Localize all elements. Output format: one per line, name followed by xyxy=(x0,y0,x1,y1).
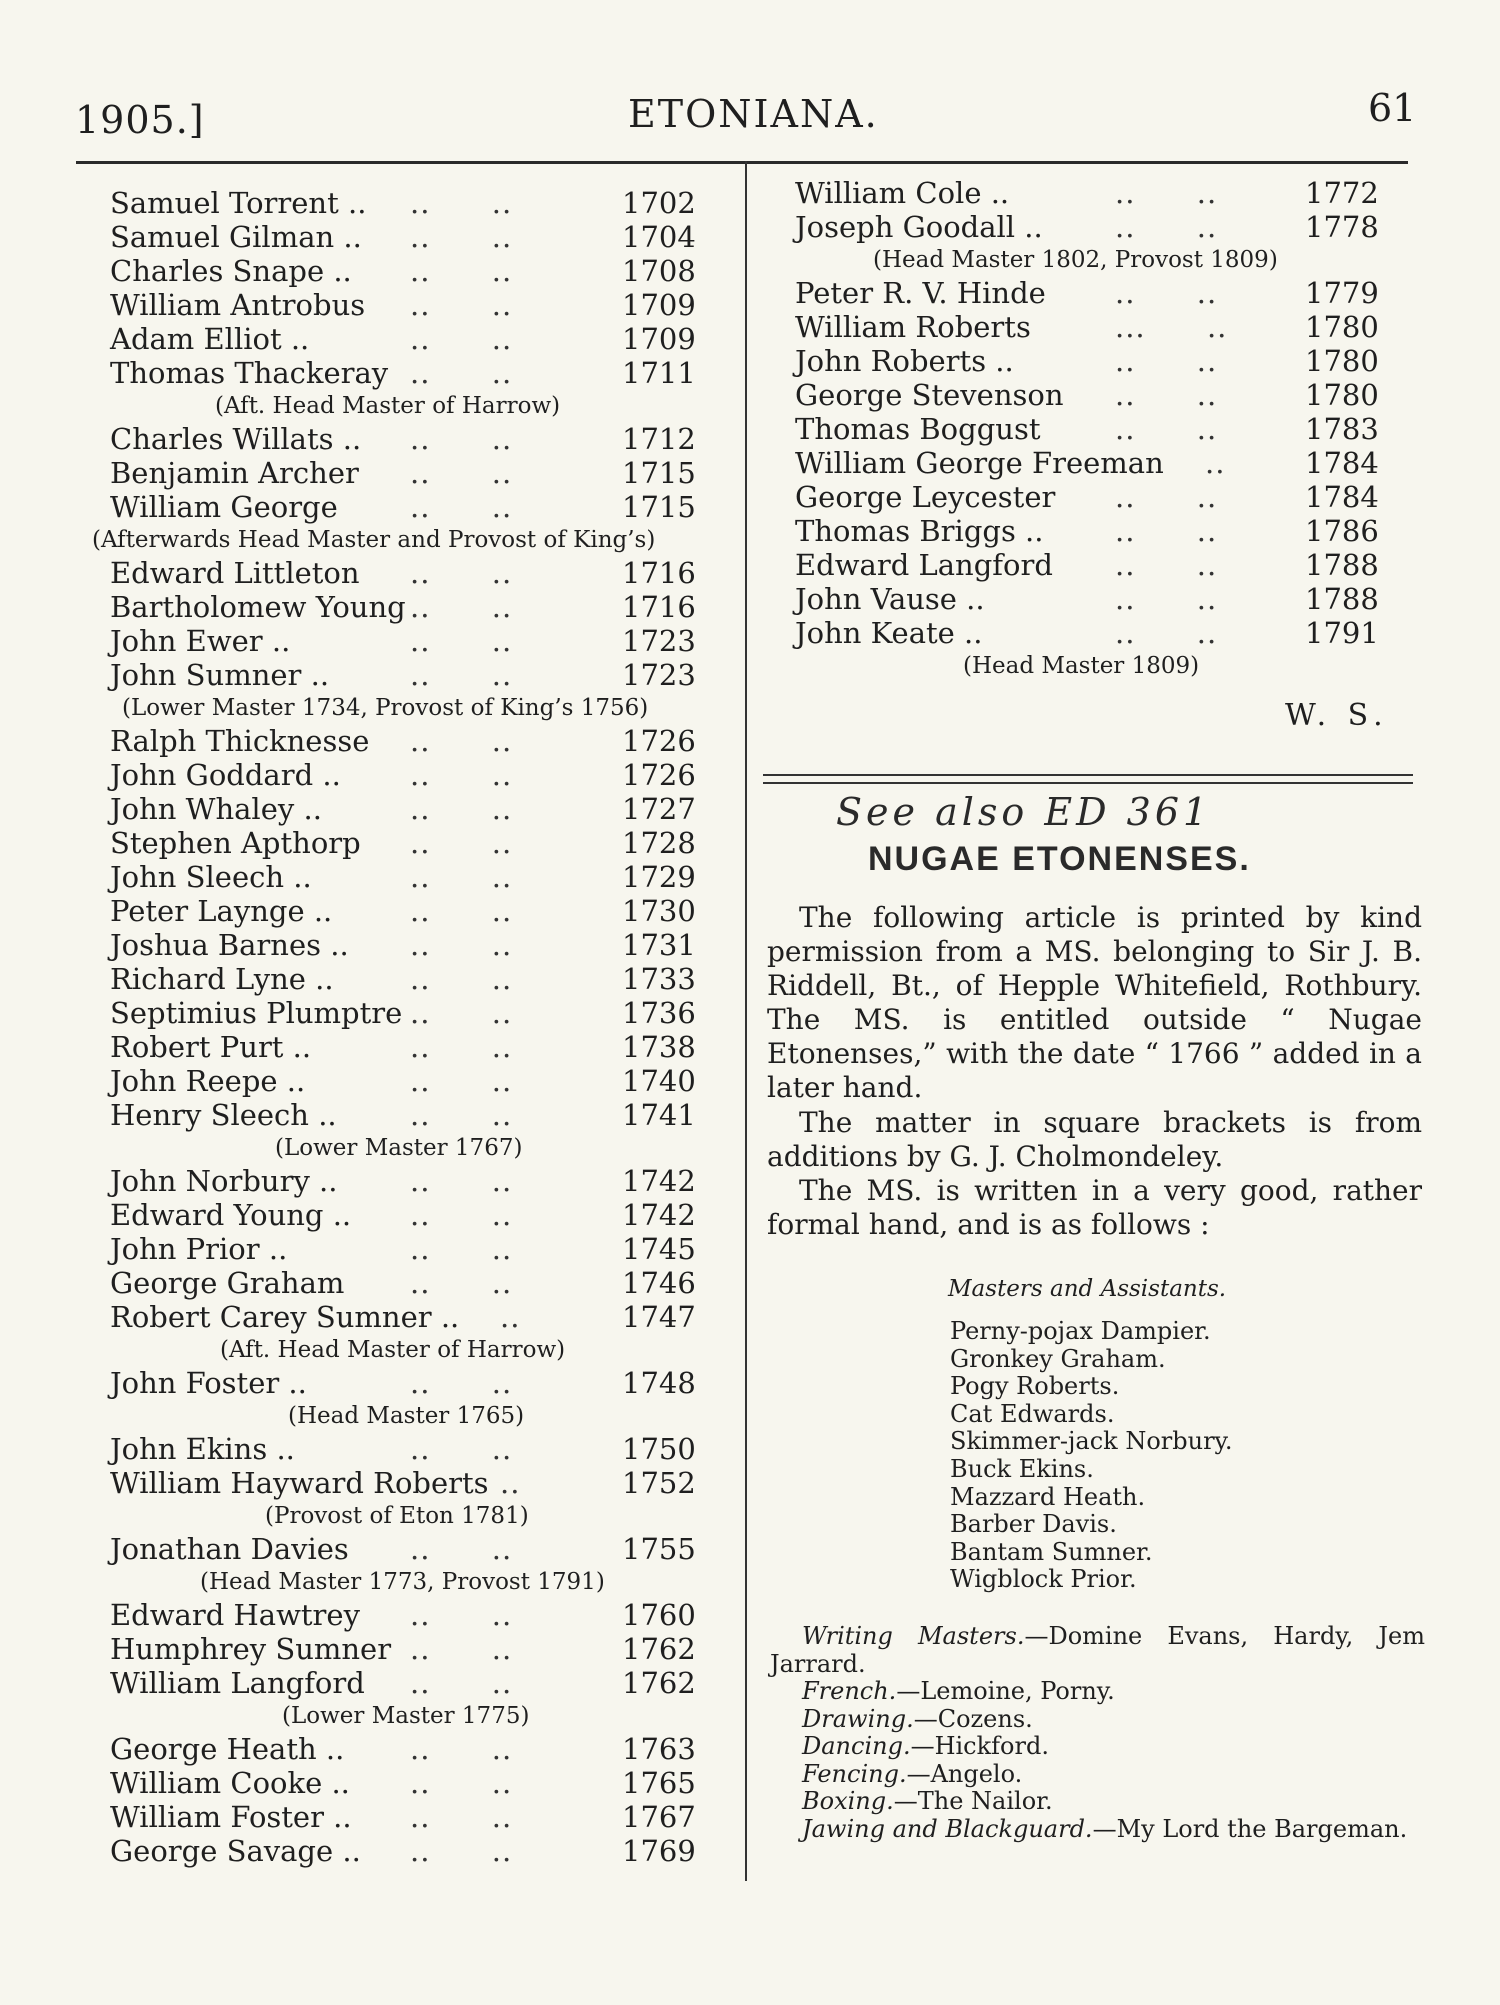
entry-leader-dots: .. .. xyxy=(410,288,513,322)
master-name: Barber Davis. xyxy=(950,1510,1117,1539)
entry-leader-dots: .. .. xyxy=(410,624,513,658)
entry-year: 1747 xyxy=(622,1300,696,1334)
entry-name: Septimius Plumptre xyxy=(110,996,403,1030)
entry-year: 1784 xyxy=(1305,446,1379,480)
entry-leader-dots: .. .. xyxy=(410,1030,513,1064)
signature: W. S. xyxy=(1285,698,1389,733)
entry-leader-dots: .. .. xyxy=(410,894,513,928)
list-item xyxy=(110,1232,710,1266)
entry-name: Thomas Briggs .. xyxy=(795,514,1044,548)
list-item xyxy=(110,928,710,962)
entry-name: Edward Langford xyxy=(795,548,1053,582)
entry-note: (Lower Master 1734, Provost of King’s 1756) xyxy=(122,695,649,721)
list-item xyxy=(795,616,1380,650)
page-number: 61 xyxy=(1368,86,1417,130)
entry-year: 1733 xyxy=(622,962,696,996)
entry-year: 1762 xyxy=(622,1632,696,1666)
entry-year: 1765 xyxy=(622,1766,696,1800)
entry-year: 1728 xyxy=(622,826,696,860)
entry-leader-dots: .. .. xyxy=(410,724,513,758)
entry-year: 1736 xyxy=(622,996,696,1030)
master-name: Pogy Roberts. xyxy=(950,1372,1120,1401)
master-name: Mazzard Heath. xyxy=(950,1482,1146,1511)
entry-year: 1711 xyxy=(622,356,696,390)
entry-year: 1791 xyxy=(1305,616,1379,650)
misc-entry xyxy=(770,1623,1425,1678)
master-name: Cat Edwards. xyxy=(950,1399,1115,1428)
misc-label: Writing Masters. xyxy=(802,1622,1025,1650)
entry-year: 1715 xyxy=(622,490,696,524)
entry-year: 1723 xyxy=(622,624,696,658)
list-item xyxy=(110,1432,710,1466)
entry-leader-dots: .. .. xyxy=(410,456,513,490)
entry-name: William George Freeman xyxy=(795,446,1164,480)
misc-text: —Domine Evans, Hardy, Jem Jarrard. xyxy=(770,1622,1425,1678)
entry-name: Charles Willats .. xyxy=(110,422,362,456)
list-item xyxy=(795,176,1380,210)
entry-name: Adam Elliot .. xyxy=(110,322,310,356)
entry-note: (Afterwards Head Master and Provost of King’s) xyxy=(92,527,656,553)
list-item xyxy=(795,378,1380,412)
entry-year: 1742 xyxy=(622,1198,696,1232)
list-item xyxy=(110,1632,710,1666)
entry-year: 1745 xyxy=(622,1232,696,1266)
entry-year: 1767 xyxy=(622,1800,696,1834)
entry-name: Richard Lyne .. xyxy=(110,962,334,996)
entry-year: 1780 xyxy=(1305,310,1379,344)
list-item xyxy=(795,514,1380,548)
entry-name: John Whaley .. xyxy=(110,792,322,826)
entry-year: 1752 xyxy=(622,1466,696,1500)
list-item xyxy=(110,422,710,456)
section-rule-top xyxy=(763,774,1413,776)
section-title: NUGAE ETONENSES. xyxy=(868,840,1251,878)
list-item xyxy=(110,1532,710,1566)
brackets-paragraph xyxy=(767,1106,1422,1174)
entry-name: John Reepe .. xyxy=(110,1064,306,1098)
list-item xyxy=(110,996,710,1030)
entry-leader-dots: .. .. xyxy=(410,1266,513,1300)
entry-year: 1750 xyxy=(622,1432,696,1466)
list-item xyxy=(110,1266,710,1300)
list-item xyxy=(110,322,710,356)
paragraph-text: The MS. is written in a very good, rather formal hand, and is as follows : xyxy=(767,1174,1422,1241)
entry-leader-dots: .. .. xyxy=(410,490,513,524)
right-column-list xyxy=(795,176,1380,682)
entry-year: 1731 xyxy=(622,928,696,962)
list-item xyxy=(110,356,710,390)
entry-year: 1716 xyxy=(622,556,696,590)
entry-note: (Lower Master 1767) xyxy=(275,1135,523,1161)
entry-note: (Aft. Head Master of Harrow) xyxy=(220,1337,566,1363)
paragraph-text: The following article is printed by kind permission from a MS. belonging to Sir J. B. Riddell, Bt., of Hepple Whitefield, Rothbury. The MS. is entitled outside “ Nugae Etonenses,” with the date “ 1766 ” added in a later hand. xyxy=(767,901,1422,1104)
entry-leader-dots: .. .. xyxy=(1115,616,1218,650)
entry-leader-dots: .. .. xyxy=(410,1366,513,1400)
entry-leader-dots: .. .. xyxy=(1115,378,1218,412)
entry-year: 1715 xyxy=(622,456,696,490)
entry-name: William Roberts xyxy=(795,310,1031,344)
list-item xyxy=(110,254,710,288)
entry-leader-dots: .. .. xyxy=(1115,210,1218,244)
master-name: Buck Ekins. xyxy=(950,1454,1094,1483)
entry-year: 1712 xyxy=(622,422,696,456)
entry-note: (Head Master 1773, Provost 1791) xyxy=(200,1569,605,1595)
master-name: Wigblock Prior. xyxy=(950,1565,1137,1594)
entry-leader-dots: .. .. xyxy=(410,1232,513,1266)
entry-leader-dots: .. .. xyxy=(410,962,513,996)
list-item xyxy=(110,590,710,624)
entry-name: John Norbury .. xyxy=(110,1164,338,1198)
entry-year: 1729 xyxy=(622,860,696,894)
entry-leader-dots: .. .. xyxy=(410,1632,513,1666)
list-item xyxy=(795,276,1380,310)
entry-name: William Foster .. xyxy=(110,1800,352,1834)
entry-leader-dots: .. .. xyxy=(410,1666,513,1700)
entry-note: (Head Master 1802, Provost 1809) xyxy=(873,247,1278,273)
misc-text: —Cozens. xyxy=(913,1704,1033,1733)
left-column-list xyxy=(92,186,710,1868)
header-year: 1905.] xyxy=(75,98,205,142)
list-item xyxy=(795,548,1380,582)
entry-name: William Langford xyxy=(110,1666,365,1700)
entry-year: 1780 xyxy=(1305,344,1379,378)
entry-leader-dots: .. .. xyxy=(1115,514,1218,548)
entry-name: Edward Hawtrey xyxy=(110,1598,360,1632)
entry-year: 1783 xyxy=(1305,412,1379,446)
entry-name: Robert Carey Sumner .. xyxy=(110,1300,460,1334)
list-item xyxy=(795,210,1380,244)
entry-year: 1788 xyxy=(1305,548,1379,582)
misc-text: —Angelo. xyxy=(906,1759,1023,1788)
entry-leader-dots: .. .. xyxy=(410,556,513,590)
list-item xyxy=(110,1030,710,1064)
entry-year: 1772 xyxy=(1305,176,1379,210)
entry-year: 1760 xyxy=(622,1598,696,1632)
entry-name: Joseph Goodall .. xyxy=(795,210,1043,244)
entry-year: 1709 xyxy=(622,288,696,322)
misc-entry xyxy=(770,1706,1425,1734)
entry-name: Henry Sleech .. xyxy=(110,1098,337,1132)
entry-year: 1780 xyxy=(1305,378,1379,412)
entry-name: John Sumner .. xyxy=(110,658,330,692)
entry-name: George Savage .. xyxy=(110,1834,361,1868)
entry-leader-dots: .. .. xyxy=(1115,276,1218,310)
list-item xyxy=(110,792,710,826)
entry-name: Peter R. V. Hinde xyxy=(795,276,1046,310)
entry-leader-dots: ... .. xyxy=(1115,310,1228,344)
list-item xyxy=(110,490,710,524)
entry-name: George Heath .. xyxy=(110,1732,345,1766)
entry-name: Thomas Thackeray xyxy=(110,356,389,390)
entry-year: 1746 xyxy=(622,1266,696,1300)
entry-name: George Leycester xyxy=(795,480,1056,514)
entry-leader-dots: .. .. xyxy=(1115,344,1218,378)
other-masters-list xyxy=(770,1623,1425,1843)
entry-name: George Stevenson xyxy=(795,378,1064,412)
entry-year: 1704 xyxy=(622,220,696,254)
misc-entry xyxy=(770,1761,1425,1789)
entry-name: John Vause .. xyxy=(795,582,985,616)
intro-paragraph xyxy=(767,901,1422,1105)
entry-year: 1702 xyxy=(622,186,696,220)
entry-year: 1779 xyxy=(1305,276,1379,310)
list-item xyxy=(110,556,710,590)
entry-leader-dots: .. .. xyxy=(410,322,513,356)
entry-name: Charles Snape .. xyxy=(110,254,352,288)
misc-label: Jawing and Blackguard. xyxy=(802,1814,1093,1843)
misc-label: Boxing. xyxy=(802,1787,894,1815)
entry-year: 1738 xyxy=(622,1030,696,1064)
misc-entry xyxy=(770,1816,1425,1844)
entry-name: William Cooke .. xyxy=(110,1766,350,1800)
entry-year: 1762 xyxy=(622,1666,696,1700)
entry-year: 1727 xyxy=(622,792,696,826)
list-item xyxy=(110,758,710,792)
entry-leader-dots: .. .. xyxy=(410,1800,513,1834)
entry-leader-dots: .. .. xyxy=(1115,548,1218,582)
entry-year: 1716 xyxy=(622,590,696,624)
entry-year: 1709 xyxy=(622,322,696,356)
list-item xyxy=(795,344,1380,378)
list-item xyxy=(110,826,710,860)
entry-note: (Lower Master 1775) xyxy=(282,1703,530,1729)
entry-leader-dots: .. .. xyxy=(410,928,513,962)
master-name: Gronkey Graham. xyxy=(950,1344,1166,1373)
masters-heading: Masters and Assistants. xyxy=(948,1276,1227,1302)
list-item xyxy=(110,962,710,996)
entry-note: (Head Master 1809) xyxy=(963,653,1200,679)
misc-text: —My Lord the Bargeman. xyxy=(1092,1814,1408,1843)
entry-name: Humphrey Sumner xyxy=(110,1632,392,1666)
list-item xyxy=(110,186,710,220)
list-item xyxy=(110,1164,710,1198)
misc-text: —Hickford. xyxy=(910,1732,1049,1760)
list-item xyxy=(110,288,710,322)
entry-leader-dots: .. .. xyxy=(410,860,513,894)
master-name: Bantam Sumner. xyxy=(950,1537,1153,1566)
entry-year: 1769 xyxy=(622,1834,696,1868)
list-item xyxy=(795,412,1380,446)
entry-name: John Foster .. xyxy=(110,1366,307,1400)
entry-year: 1730 xyxy=(622,894,696,928)
entry-leader-dots: .. .. xyxy=(410,1432,513,1466)
entry-leader-dots: .. .. xyxy=(410,826,513,860)
entry-leader-dots: .. xyxy=(1205,446,1226,480)
masters-list xyxy=(950,1318,1233,1594)
entry-year: 1741 xyxy=(622,1098,696,1132)
entry-year: 1748 xyxy=(622,1366,696,1400)
entry-leader-dots: .. .. xyxy=(410,658,513,692)
entry-leader-dots: .. .. xyxy=(410,1098,513,1132)
entry-leader-dots: .. .. xyxy=(1115,480,1218,514)
entry-leader-dots: .. .. xyxy=(410,254,513,288)
entry-name: Ralph Thicknesse xyxy=(110,724,370,758)
entry-leader-dots: .. .. xyxy=(410,1064,513,1098)
section-rule-bottom xyxy=(763,782,1413,784)
entry-year: 1778 xyxy=(1305,210,1379,244)
entry-leader-dots: .. xyxy=(500,1466,521,1500)
misc-label: Fencing. xyxy=(802,1759,907,1788)
entry-leader-dots: .. .. xyxy=(410,1834,513,1868)
list-item xyxy=(110,1198,710,1232)
entry-year: 1786 xyxy=(1305,514,1379,548)
entry-name: Edward Young .. xyxy=(110,1198,352,1232)
list-item xyxy=(110,456,710,490)
entry-leader-dots: .. .. xyxy=(410,792,513,826)
entry-year: 1763 xyxy=(622,1732,696,1766)
running-title: ETONIANA. xyxy=(628,92,879,136)
entry-name: John Ewer .. xyxy=(110,624,291,658)
paragraph-text: The matter in square brackets is from additions by G. J. Cholmondeley. xyxy=(767,1106,1422,1173)
entry-name: John Ekins .. xyxy=(110,1432,295,1466)
entry-note: (Aft. Head Master of Harrow) xyxy=(215,393,561,419)
entry-leader-dots: .. .. xyxy=(1115,582,1218,616)
list-item xyxy=(110,1366,710,1400)
list-item xyxy=(795,480,1380,514)
list-item xyxy=(110,1666,710,1700)
entry-note: (Head Master 1765) xyxy=(288,1403,525,1429)
entry-year: 1740 xyxy=(622,1064,696,1098)
entry-name: William Antrobus xyxy=(110,288,366,322)
entry-name: Joshua Barnes .. xyxy=(110,928,349,962)
entry-year: 1755 xyxy=(622,1532,696,1566)
entry-year: 1723 xyxy=(622,658,696,692)
entry-leader-dots: .. .. xyxy=(410,356,513,390)
misc-entry xyxy=(770,1733,1425,1761)
entry-leader-dots: .. .. xyxy=(410,758,513,792)
entry-leader-dots: .. .. xyxy=(410,1532,513,1566)
list-item xyxy=(110,894,710,928)
list-item xyxy=(110,658,710,692)
column-divider xyxy=(745,161,747,1881)
misc-text: —Lemoine, Porny. xyxy=(896,1677,1115,1705)
entry-name: Edward Littleton xyxy=(110,556,360,590)
entry-year: 1708 xyxy=(622,254,696,288)
entry-name: John Prior .. xyxy=(110,1232,288,1266)
list-item xyxy=(110,220,710,254)
entry-leader-dots: .. .. xyxy=(410,590,513,624)
misc-entry xyxy=(770,1788,1425,1816)
list-item xyxy=(110,624,710,658)
misc-label: Drawing. xyxy=(802,1704,914,1733)
entry-name: Peter Layngе .. xyxy=(110,894,333,928)
entry-name: Samuel Gilman .. xyxy=(110,220,362,254)
list-item xyxy=(110,1834,710,1868)
list-item xyxy=(110,724,710,758)
entry-name: Thomas Boggust xyxy=(795,412,1041,446)
entry-year: 1742 xyxy=(622,1164,696,1198)
entry-leader-dots: .. .. xyxy=(1115,412,1218,446)
list-item xyxy=(110,860,710,894)
entry-leader-dots: .. .. xyxy=(410,996,513,1030)
entry-name: John Keate .. xyxy=(795,616,983,650)
list-item xyxy=(110,1300,710,1334)
list-item xyxy=(110,1098,710,1132)
entry-name: John Sleech .. xyxy=(110,860,312,894)
misc-entry xyxy=(770,1678,1425,1706)
entry-leader-dots: .. .. xyxy=(1115,176,1218,210)
entry-leader-dots: .. .. xyxy=(410,186,513,220)
list-item xyxy=(110,1598,710,1632)
entry-name: John Roberts .. xyxy=(795,344,1014,378)
list-item xyxy=(795,446,1380,480)
entry-leader-dots: .. .. xyxy=(410,1164,513,1198)
entry-name: Jonathan Davies xyxy=(110,1532,349,1566)
list-item xyxy=(110,1800,710,1834)
list-item xyxy=(110,1766,710,1800)
master-name: Perny-pojax Dampier. xyxy=(950,1317,1211,1345)
entry-name: Bartholomew Young xyxy=(110,590,406,624)
entry-name: Robert Purt .. xyxy=(110,1030,312,1064)
entry-leader-dots: .. xyxy=(500,1300,521,1334)
entry-leader-dots: .. .. xyxy=(410,1598,513,1632)
master-name: Skimmer-jack Norbury. xyxy=(950,1427,1233,1456)
entry-leader-dots: .. .. xyxy=(410,1732,513,1766)
entry-year: 1784 xyxy=(1305,480,1379,514)
entry-leader-dots: .. .. xyxy=(410,220,513,254)
list-item xyxy=(795,310,1380,344)
entry-name: Benjamin Archer xyxy=(110,456,359,490)
list-item xyxy=(110,1732,710,1766)
entry-year: 1788 xyxy=(1305,582,1379,616)
entry-name: William George xyxy=(110,490,338,524)
list-item xyxy=(795,582,1380,616)
list-item xyxy=(110,1466,710,1500)
misc-text: —The Nailor. xyxy=(893,1787,1053,1815)
entry-year: 1726 xyxy=(622,758,696,792)
entry-leader-dots: .. .. xyxy=(410,422,513,456)
entry-name: John Goddard .. xyxy=(110,758,341,792)
misc-label: French. xyxy=(802,1677,897,1705)
entry-name: Samuel Torrent .. xyxy=(110,186,367,220)
entry-leader-dots: .. .. xyxy=(410,1198,513,1232)
entry-note: (Provost of Eton 1781) xyxy=(265,1503,529,1529)
entry-leader-dots: .. .. xyxy=(410,1766,513,1800)
misc-label: Dancing. xyxy=(802,1732,911,1760)
handwritten-note: See also ED 361 xyxy=(836,790,1212,834)
list-item xyxy=(110,1064,710,1098)
entry-name: George Graham xyxy=(110,1266,345,1300)
entry-name: Stephen Apthorp xyxy=(110,826,361,860)
ms-paragraph xyxy=(767,1174,1422,1242)
entry-year: 1726 xyxy=(622,724,696,758)
entry-name: William Cole .. xyxy=(795,176,1010,210)
header-rule xyxy=(76,161,1408,164)
entry-name: William Hayward Roberts xyxy=(110,1466,489,1500)
